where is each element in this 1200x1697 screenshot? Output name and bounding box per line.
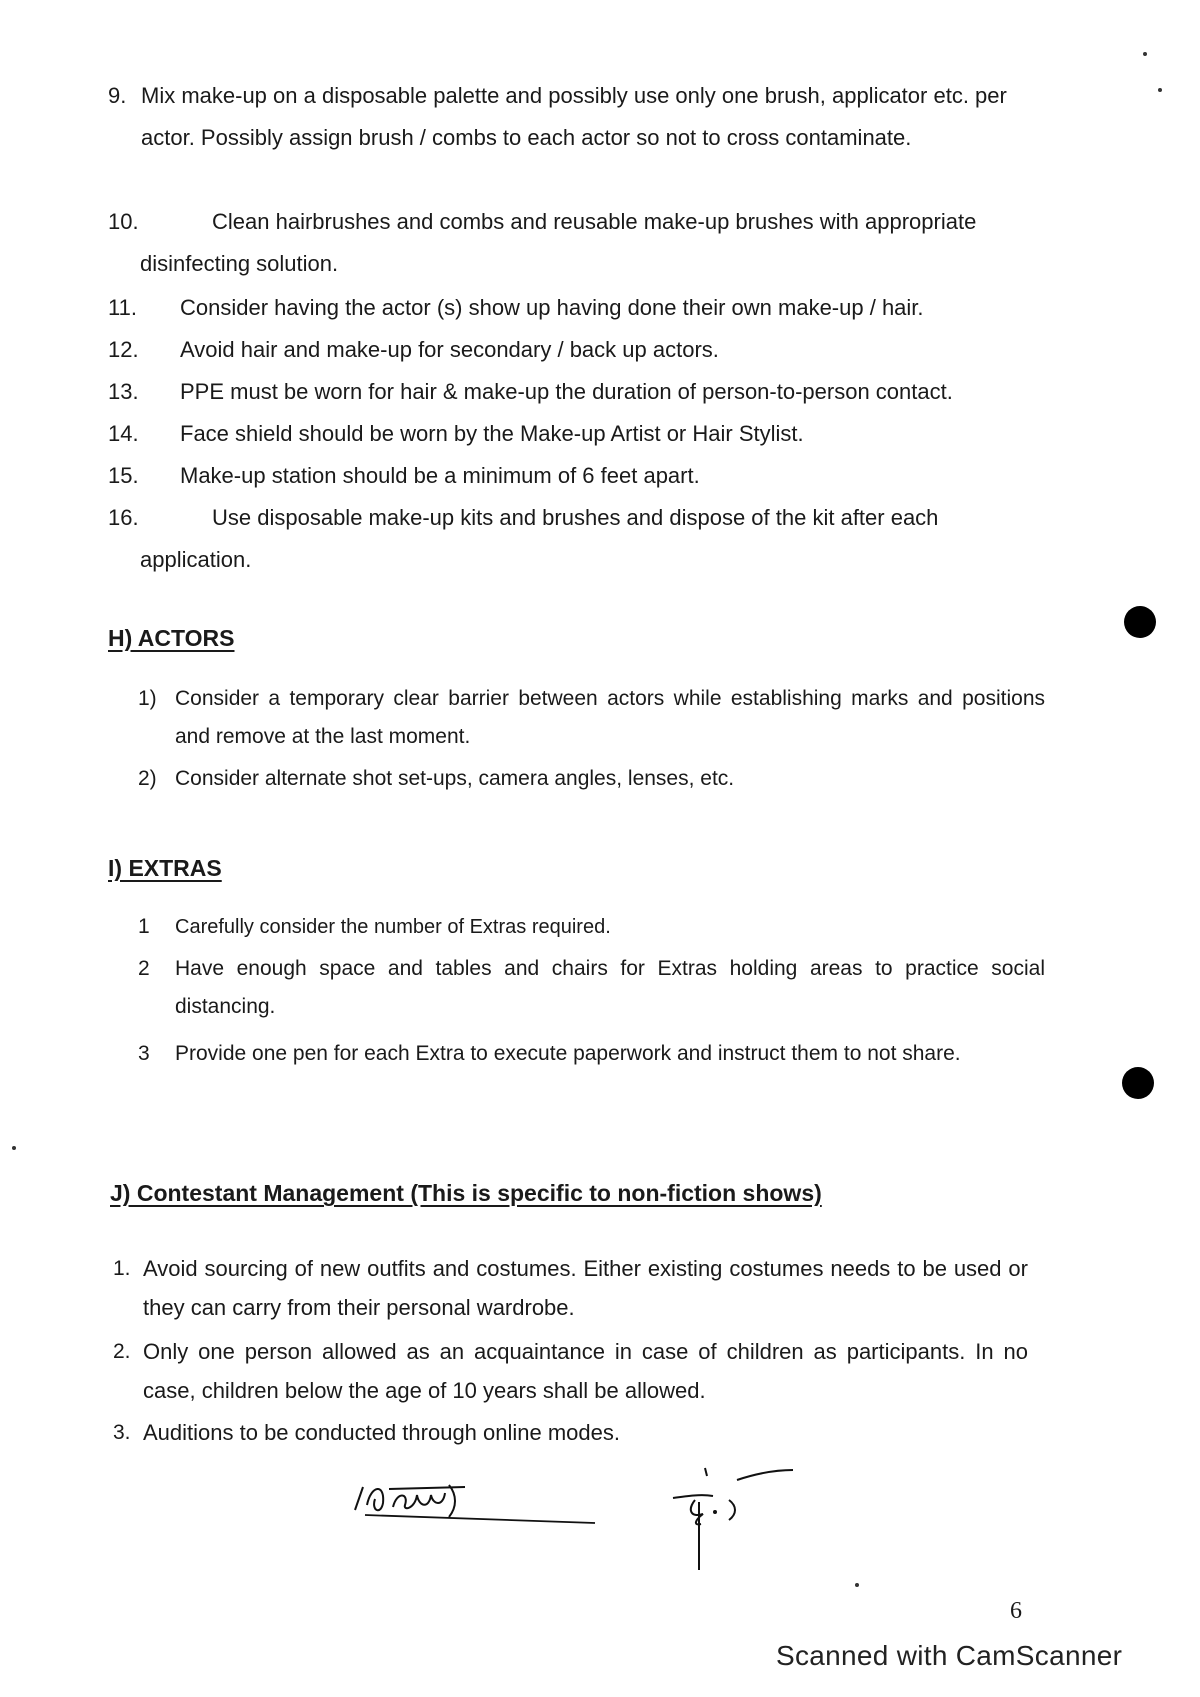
list-item-text: PPE must be worn for hair & make-up the duration of person-to-person contact. — [180, 379, 953, 404]
list-item — [113, 1414, 1028, 1453]
list-item-number: 2. — [113, 1340, 131, 1363]
list-item-number: 16. — [108, 505, 139, 530]
list-item — [113, 1333, 1028, 1411]
signature-left — [345, 1465, 625, 1545]
list-item-text: Use disposable make-up kits and brushes and dispose of the kit after each application. — [140, 505, 939, 572]
list-item-text: Consider having the actor (s) show up having done their own make-up / hair. — [180, 295, 924, 320]
list-item — [108, 455, 1048, 497]
list-item-text: Provide one pen for each Extra to execute paperwork and instruct them to not share. — [175, 1042, 961, 1065]
list-item — [108, 413, 1048, 455]
list-item-number: 2) — [138, 767, 157, 790]
scan-speck — [1143, 52, 1147, 56]
list-item — [138, 908, 1045, 946]
signature-right — [665, 1460, 825, 1580]
section-heading-extras: I) EXTRAS — [108, 855, 222, 881]
list-item-text: Have enough space and tables and chairs for Extras holding areas to practice social distancing. — [175, 957, 1045, 1018]
list-item-text: Consider alternate shot set-ups, camera angles, lenses, etc. — [175, 767, 735, 790]
list-item-text: Avoid hair and make-up for secondary / back up actors. — [180, 337, 719, 362]
list-item — [138, 950, 1045, 1026]
list-item — [108, 287, 1048, 329]
list-item-text: Only one person allowed as an acquaintance in case of children as participants. In no case, children below the age of 10 years shall be allowed. — [143, 1339, 1028, 1403]
list-item-text: Mix make-up on a disposable palette and possibly use only one brush, applicator etc. per actor. Possibly assign brush / combs to each actor so not to cross contaminate. — [141, 83, 1007, 150]
list-item-number: 1. — [113, 1257, 131, 1280]
punch-hole-mark — [1122, 1067, 1154, 1099]
list-item-number: 15. — [108, 463, 139, 488]
section-heading-contestant: J) Contestant Management (This is specific to non-fiction shows) — [110, 1180, 822, 1206]
list-item-number: 1) — [138, 687, 157, 710]
list-item-text: Make-up station should be a minimum of 6 feet apart. — [180, 463, 700, 488]
list-item-number: 2 — [138, 957, 150, 980]
list-item — [108, 201, 1048, 285]
list-item-number: 11. — [108, 295, 137, 320]
list-item — [108, 497, 1008, 581]
list-item-text: Face shield should be worn by the Make-up Artist or Hair Stylist. — [180, 421, 804, 446]
list-item — [113, 1250, 1028, 1328]
list-item-number: 3 — [138, 1042, 150, 1065]
scan-speck — [12, 1146, 16, 1150]
scanner-watermark: Scanned with CamScanner — [776, 1640, 1123, 1671]
list-item-text: Consider a temporary clear barrier between actors while establishing marks and positions and remove at the last moment. — [175, 687, 1045, 748]
list-item — [108, 75, 1048, 159]
list-item — [108, 371, 1048, 413]
list-item-number: 14. — [108, 421, 139, 446]
list-item-number: 1 — [138, 915, 150, 938]
list-item-text: Clean hairbrushes and combs and reusable make-up brushes with appropriate disinfecting solution. — [140, 209, 977, 276]
page-number: 6 — [1010, 1598, 1022, 1624]
list-item-text: Avoid sourcing of new outfits and costumes. Either existing costumes needs to be used or they can carry from their personal wardrobe. — [143, 1256, 1028, 1320]
list-item-text: Auditions to be conducted through online modes. — [143, 1420, 620, 1445]
list-item — [138, 680, 1045, 756]
punch-hole-mark — [1124, 606, 1156, 638]
list-item — [138, 1035, 1045, 1073]
list-item — [138, 760, 1045, 798]
list-item-number: 9. — [108, 83, 127, 108]
list-item-number: 13. — [108, 379, 139, 404]
list-item — [108, 329, 1048, 371]
list-item-text: Carefully consider the number of Extras required. — [175, 916, 611, 938]
scan-speck — [1158, 88, 1162, 92]
list-item-number: 10. — [108, 209, 139, 234]
section-heading-actors: H) ACTORS — [108, 625, 235, 651]
list-item-number: 12. — [108, 337, 139, 362]
list-item-number: 3. — [113, 1421, 131, 1444]
scan-speck — [855, 1583, 859, 1587]
